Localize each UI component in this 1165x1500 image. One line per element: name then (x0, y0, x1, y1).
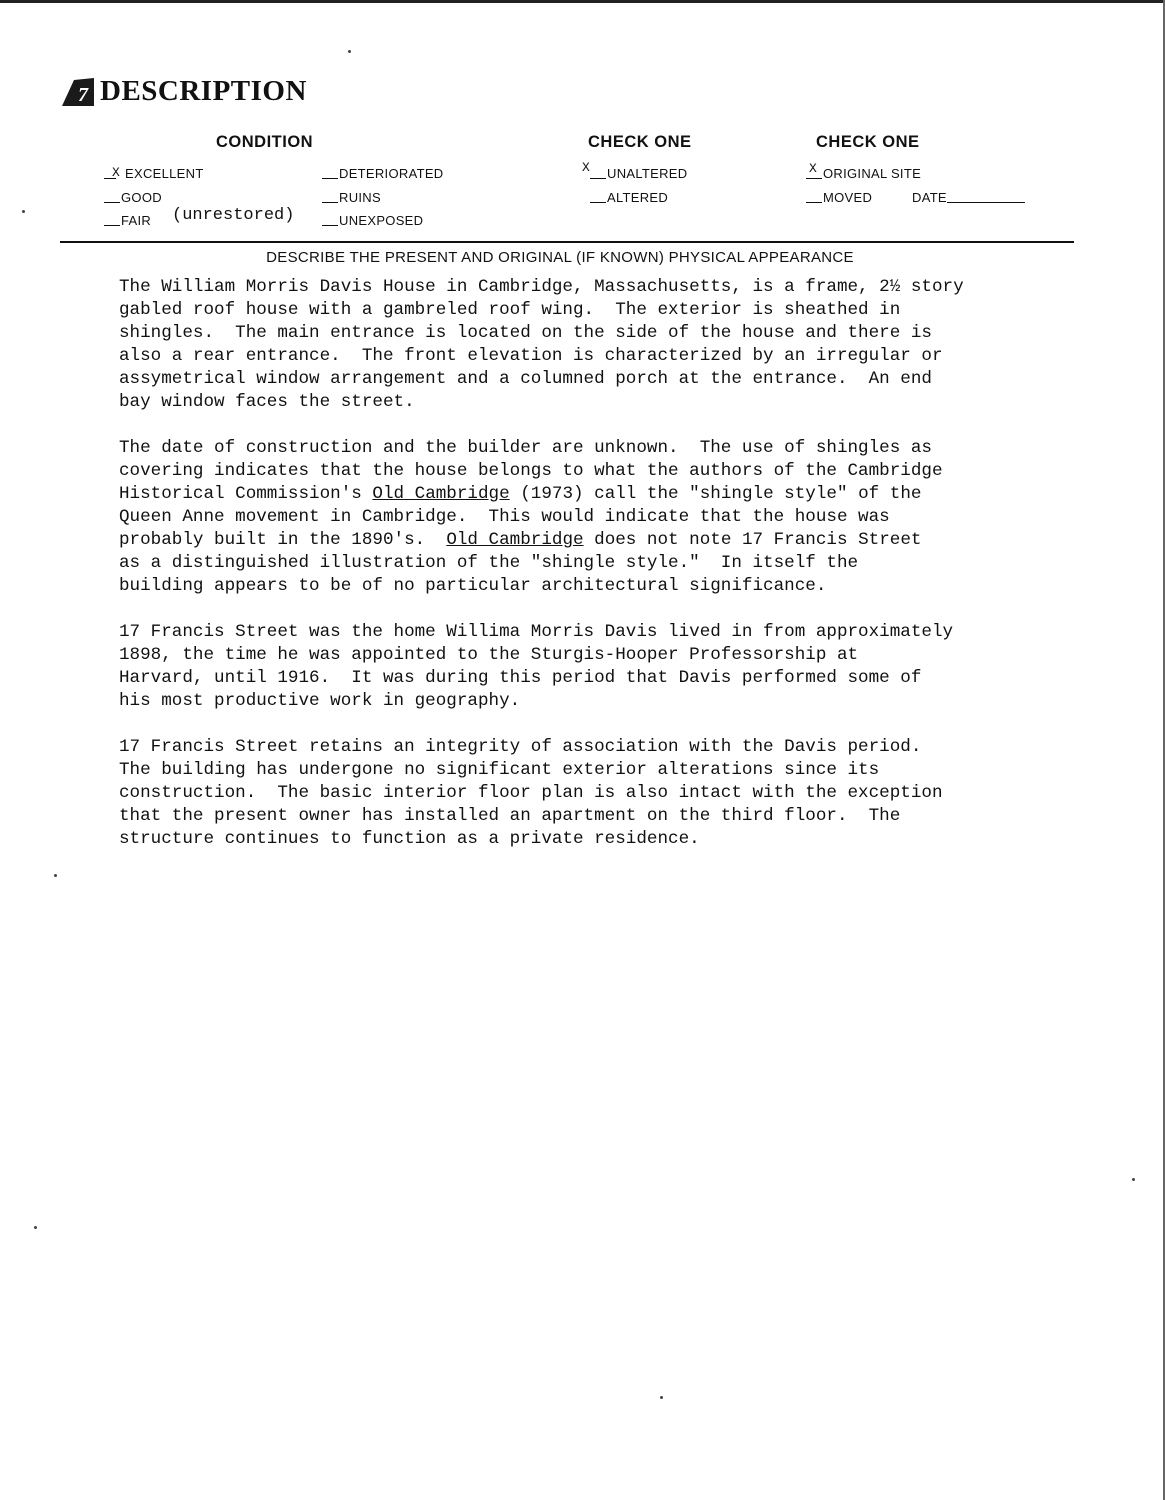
paragraph-1 (119, 276, 1049, 414)
scan-speck (22, 210, 25, 213)
section-title: DESCRIPTION (100, 74, 307, 107)
text-line: The building has undergone no significant exterior alterations since its (119, 760, 880, 780)
page-top-edge (0, 0, 1165, 3)
text-line: building appears to be of no particular architectural significance. (119, 576, 827, 596)
section-number: 7 (78, 84, 88, 106)
alteration-unaltered-option[interactable] (590, 166, 687, 181)
site-moved-option[interactable] (806, 190, 872, 205)
text-line: bay window faces the street. (119, 392, 415, 412)
text-segment: does not note 17 Francis Street (583, 530, 922, 550)
text-line: structure continues to function as a private residence. (119, 829, 700, 849)
excellent-mark: X (112, 165, 120, 180)
condition-deteriorated-option[interactable] (322, 166, 443, 181)
scan-speck (660, 1396, 663, 1399)
scan-speck (1132, 1178, 1135, 1181)
text-line: that the present owner has installed an apartment on the third floor. The (119, 806, 901, 826)
condition-excellent-option[interactable] (104, 166, 204, 181)
text-line: construction. The basic interior floor plan is also intact with the exception (119, 783, 943, 803)
site-original-option[interactable] (806, 166, 921, 181)
site-original-label: ORIGINAL SITE (823, 166, 922, 181)
text-line: also a rear entrance. The front elevation is characterized by an irregular or (119, 346, 943, 366)
text-line: assymetrical window arrangement and a columned porch at the entrance. An end (119, 369, 932, 389)
text-line (119, 529, 1049, 552)
text-line: 17 Francis Street was the home Willima Morris Davis lived in from approximately (119, 622, 954, 642)
site-date-field[interactable] (912, 190, 1025, 205)
text-line (119, 483, 1049, 506)
scan-speck (348, 50, 351, 53)
text-line: gabled roof house with a gambreled roof wing. The exterior is sheathed in (119, 300, 901, 320)
text-line: 1898, the time he was appointed to the Sturgis-Hooper Professorship at (119, 645, 859, 665)
text-line: The William Morris Davis House in Cambridge, Massachusetts, is a frame, 2½ story (119, 277, 964, 297)
condition-good-option[interactable] (104, 190, 162, 205)
book-title: Old Cambridge (372, 484, 510, 504)
condition-unexposed-option[interactable] (322, 213, 423, 228)
section-badge-icon (60, 74, 96, 108)
site-date-label: DATE (912, 190, 947, 205)
condition-good-label: GOOD (121, 190, 162, 205)
unaltered-mark: X (582, 160, 590, 175)
alteration-altered-option[interactable] (590, 190, 668, 205)
site-heading: CHECK ONE (816, 133, 920, 151)
header-rule (60, 241, 1074, 243)
text-line: The date of construction and the builder are unknown. The use of shingles as (119, 438, 932, 458)
text-line: shingles. The main entrance is located on the side of the house and there is (119, 323, 932, 343)
condition-excellent-label: EXCELLENT (125, 166, 204, 181)
scan-speck (54, 874, 57, 877)
condition-ruins-label: RUINS (339, 190, 381, 205)
condition-fair-label: FAIR (121, 213, 152, 228)
description-body (119, 276, 1049, 874)
paragraph-2 (119, 437, 1049, 598)
condition-deteriorated-label: DETERIORATED (339, 166, 444, 181)
condition-unexposed-label: UNEXPOSED (339, 213, 424, 228)
text-segment: Historical Commission's (119, 484, 373, 504)
condition-ruins-option[interactable] (322, 190, 381, 205)
section-header (60, 74, 307, 108)
alteration-heading: CHECK ONE (588, 133, 692, 151)
paragraph-3 (119, 621, 1049, 713)
condition-heading: CONDITION (216, 133, 314, 151)
book-title: Old Cambridge (446, 530, 584, 550)
site-moved-label: MOVED (823, 190, 873, 205)
text-segment: probably built in the 1890's. (119, 530, 447, 550)
text-line: Harvard, until 1916. It was during this period that Davis performed some of (119, 668, 922, 688)
paragraph-4 (119, 736, 1049, 851)
text-line: as a distinguished illustration of the "shingle style." In itself the (119, 553, 859, 573)
alteration-unaltered-label: UNALTERED (607, 166, 688, 181)
alteration-altered-label: ALTERED (607, 190, 669, 205)
condition-fair-option[interactable] (104, 213, 151, 228)
describe-label: DESCRIBE THE PRESENT AND ORIGINAL (IF KNOWN) PHYSICAL APPEARANCE (266, 249, 854, 266)
text-line: 17 Francis Street retains an integrity of association with the Davis period. (119, 737, 922, 757)
text-segment: (1973) call the "shingle style" of the (509, 484, 922, 504)
scan-speck (34, 1226, 37, 1229)
text-line: his most productive work in geography. (119, 691, 521, 711)
section-number-badge (60, 74, 96, 108)
original-site-mark: X (809, 161, 817, 176)
text-line: covering indicates that the house belongs to what the authors of the Cambridge (119, 461, 943, 481)
fair-note: (unrestored) (172, 206, 295, 225)
text-line: Queen Anne movement in Cambridge. This would indicate that the house was (119, 507, 890, 527)
